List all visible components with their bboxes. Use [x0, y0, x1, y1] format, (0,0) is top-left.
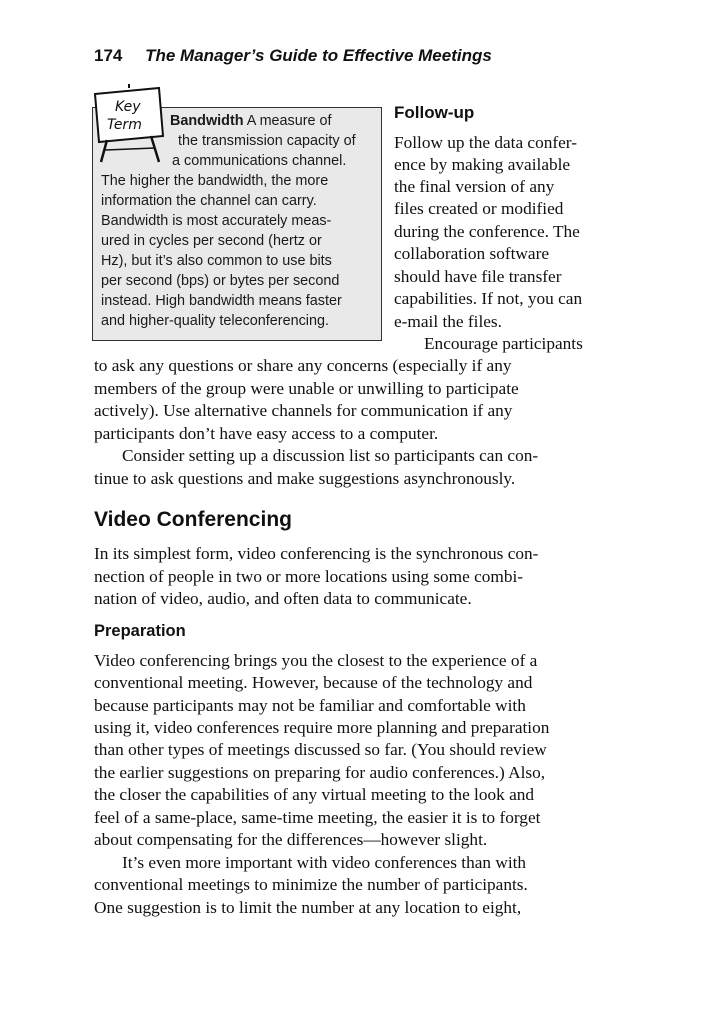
key-term-easel-icon: [89, 84, 171, 164]
body-line: the earlier suggestions on preparing for audio conferences.) Also,: [94, 763, 546, 782]
body-line: members of the group were unable or unwilling to participate: [94, 379, 519, 398]
body-line: e-mail the files.: [394, 312, 502, 331]
body-line: Encourage participants: [424, 334, 583, 353]
body-line: Follow up the data confer-: [394, 133, 577, 152]
body-line: about compensating for the differences—however slight.: [94, 830, 488, 849]
body-line: tinue to ask questions and make suggestions asynchronously.: [94, 469, 516, 488]
body-line: conventional meetings to minimize the number of participants.: [94, 875, 528, 894]
body-line: collaboration software: [394, 244, 549, 263]
key-term-word: Bandwidth: [170, 113, 244, 129]
body-line: ence by making available: [394, 155, 571, 174]
key-icon-text-1: Key: [115, 99, 141, 115]
key-term-line: ured in cycles per second (hertz or: [101, 233, 322, 249]
body-line: capabilities. If not, you can: [394, 289, 583, 308]
key-term-line: Hz), but it’s also common to use bits: [101, 253, 332, 269]
key-term-line: and higher-quality teleconferencing.: [101, 313, 330, 329]
key-term-line: information the channel can carry.: [101, 193, 317, 209]
subsection-heading: Preparation: [94, 622, 186, 640]
body-line: than other types of meetings discussed so far. (You should review: [94, 740, 547, 759]
page-number: 174: [94, 46, 123, 65]
body-line: actively). Use alternative channels for communication if any: [94, 401, 513, 420]
body-line: the final version of any: [394, 177, 555, 196]
body-line: Video conferencing brings you the closest to the experience of a: [94, 651, 538, 670]
key-term-line: The higher the bandwidth, the more: [101, 173, 329, 189]
body-line: participants don’t have easy access to a computer.: [94, 424, 439, 443]
body-line: One suggestion is to limit the number at any location to eight,: [94, 898, 522, 917]
key-term-line: Bandwidth A measure of: [170, 113, 332, 129]
body-line: In its simplest form, video conferencing is the synchronous con-: [94, 544, 539, 563]
body-line: Consider setting up a discussion list so participants can con-: [122, 446, 539, 465]
body-line: feel of a same-place, same-time meeting, the easier it is to forget: [94, 808, 541, 827]
body-line: should have file transfer: [394, 267, 562, 286]
key-term-line: instead. High bandwidth means faster: [101, 293, 342, 309]
body-line: conventional meeting. However, because of the technology and: [94, 673, 533, 692]
key-icon-text-2: Term: [107, 117, 142, 133]
key-term-line: a communications channel.: [172, 153, 347, 169]
body-line: to ask any questions or share any concerns (especially if any: [94, 356, 512, 375]
body-line: files created or modified: [394, 199, 564, 218]
follow-up-heading: Follow-up: [394, 103, 475, 122]
key-term-line: per second (bps) or bytes per second: [101, 273, 340, 289]
body-line: nection of people in two or more locations using some combi-: [94, 567, 524, 586]
body-line: the closer the capabilities of any virtual meeting to the look and: [94, 785, 535, 804]
section-heading: Video Conferencing: [94, 508, 292, 531]
running-header: [94, 46, 614, 66]
body-line: nation of video, audio, and often data to communicate.: [94, 589, 472, 608]
key-term-line: Bandwidth is most accurately meas-: [101, 213, 332, 229]
book-title: The Manager’s Guide to Effective Meetings: [145, 46, 492, 65]
body-line: It’s even more important with video conferences than with: [122, 853, 527, 872]
key-term-line: the transmission capacity of: [178, 133, 356, 149]
body-line: using it, video conferences require more planning and preparation: [94, 718, 550, 737]
body-line: during the conference. The: [394, 222, 580, 241]
body-line: because participants may not be familiar and comfortable with: [94, 696, 526, 715]
